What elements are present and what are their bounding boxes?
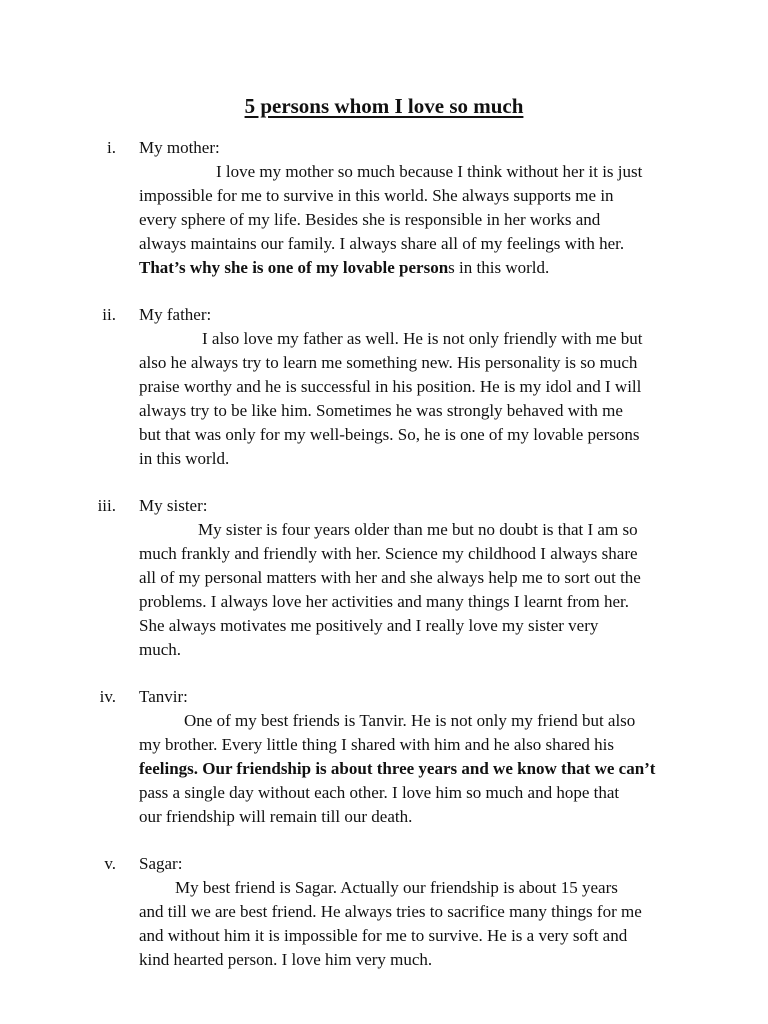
paragraph-line: our friendship will remain till our death. — [139, 807, 413, 826]
paragraph-line: She always motivates me positively and I really love my sister very — [139, 616, 599, 635]
paragraph-line: much frankly and friendly with her. Science my childhood I always share — [139, 544, 638, 563]
paragraph-line-mixed — [139, 256, 549, 280]
paragraph-line: in this world. — [139, 449, 230, 468]
item-numeral: v. — [104, 854, 116, 873]
item-numeral: iii. — [97, 496, 116, 515]
item-heading: My father: — [139, 305, 212, 324]
paragraph-line: much. — [139, 640, 182, 659]
paragraph-line: I love my mother so much because I think without her it is just — [216, 162, 643, 181]
paragraph-line: always maintains our family. I always share all of my feelings with her. — [139, 234, 625, 253]
paragraph-line: every sphere of my life. Besides she is responsible in her works and — [139, 210, 601, 229]
paragraph-line: and till we are best friend. He always tries to sacrifice many things for me — [139, 902, 642, 921]
paragraph-line: praise worthy and he is successful in his position. He is my idol and I will — [139, 377, 642, 396]
paragraph-line: pass a single day without each other. I love him so much and hope that — [139, 783, 620, 802]
paragraph-line: problems. I always love her activities and many things I learnt from her. — [139, 592, 630, 611]
item-heading: My sister: — [139, 496, 208, 515]
item-heading: Sagar: — [139, 854, 183, 873]
item-heading: My mother: — [139, 138, 220, 157]
paragraph-line: all of my personal matters with her and she always help me to sort out the — [139, 568, 641, 587]
paragraph-line: kind hearted person. I love him very much. — [139, 950, 433, 969]
item-heading: Tanvir: — [139, 687, 188, 706]
item-numeral: ii. — [102, 305, 116, 324]
emphasized-text: That’s why she is one of my lovable person — [139, 258, 449, 277]
paragraph-line: my brother. Every little thing I shared with him and he also shared his — [139, 735, 614, 754]
item-numeral: i. — [107, 138, 116, 157]
page-title: 5 persons whom I love so much — [244, 94, 524, 118]
paragraph-line: I also love my father as well. He is not only friendly with me but — [202, 329, 643, 348]
paragraph-line: also he always try to learn me something new. His personality is so much — [139, 353, 638, 372]
paragraph-line: always try to be like him. Sometimes he was strongly behaved with me — [139, 401, 623, 420]
paragraph-line: One of my best friends is Tanvir. He is not only my friend but also — [184, 711, 636, 730]
paragraph-line: My best friend is Sagar. Actually our friendship is about 15 years — [175, 878, 618, 897]
paragraph-line: impossible for me to survive in this world. She always supports me in — [139, 186, 614, 205]
item-numeral: iv. — [99, 687, 116, 706]
paragraph-line: and without him it is impossible for me to survive. He is a very soft and — [139, 926, 628, 945]
paragraph-line-bold: feelings. Our friendship is about three years and we know that we can’t — [139, 759, 656, 778]
plain-text: s in this world. — [448, 258, 550, 277]
paragraph-line: My sister is four years older than me but no doubt is that I am so — [198, 520, 638, 539]
paragraph-line: but that was only for my well-beings. So, he is one of my lovable persons — [139, 425, 640, 444]
